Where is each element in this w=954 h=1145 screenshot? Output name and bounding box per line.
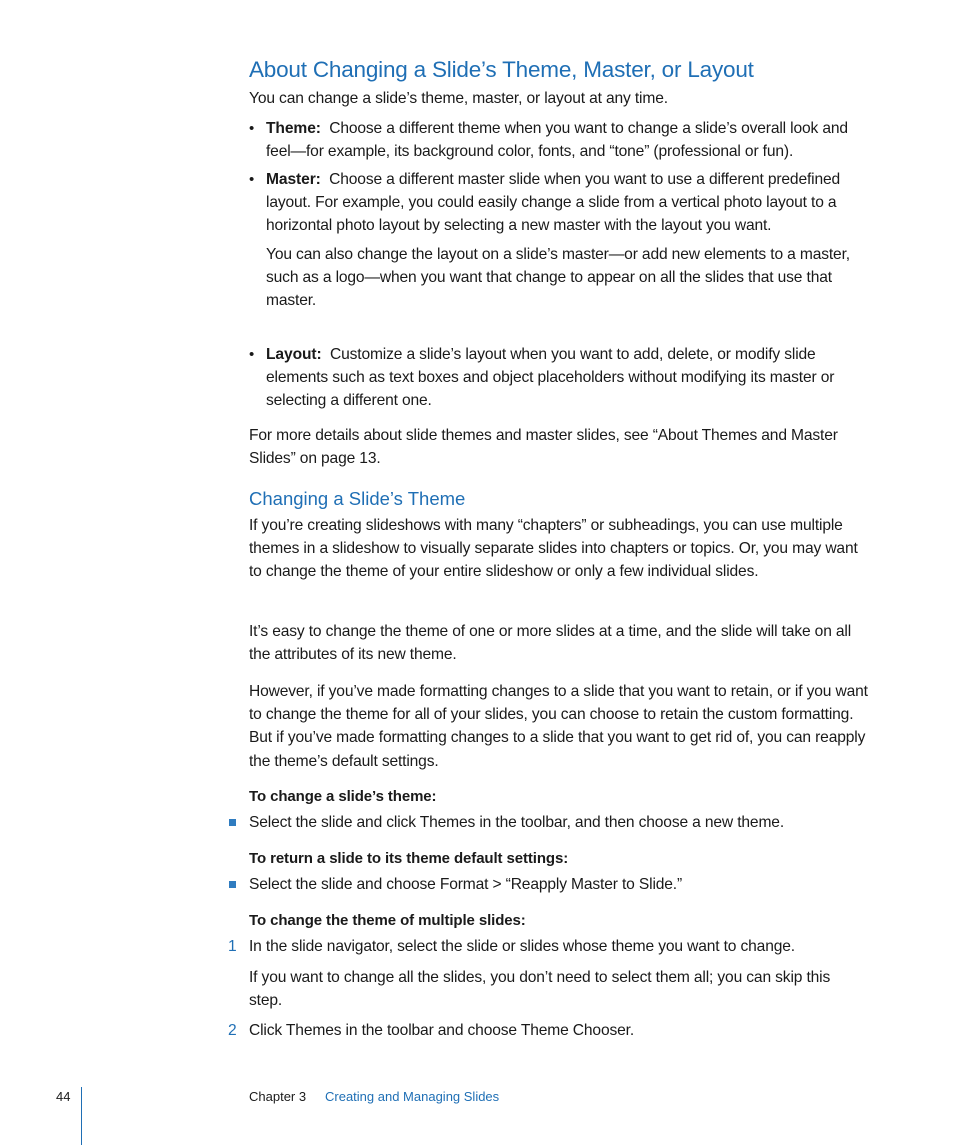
step-number: 1 (228, 938, 237, 955)
paragraph-2: It’s easy to change the theme of one or more slides at a time, and the slide will take on all the attributes of its new theme. (249, 623, 852, 664)
bullet-master (249, 168, 876, 312)
square-bullet-icon (229, 819, 236, 826)
step-note: If you want to change all the slides, you don’t need to select them all; you can skip this step. (249, 969, 831, 1010)
bullet-description: Customize a slide’s layout when you want to add, delete, or modify slide elements such as text boxes and object placeholders without modifying its master or selecting a different one. (266, 346, 835, 410)
square-bullet-icon (229, 881, 236, 888)
subsection-heading: Changing a Slide’s Theme (249, 488, 466, 509)
footer-rule (81, 1087, 82, 1145)
task-step-text: Select the slide and click Themes in the toolbar, and then choose a new theme. (249, 814, 784, 831)
task-heading: To change the theme of multiple slides: (249, 912, 526, 929)
bullet-term: Layout: (266, 346, 322, 363)
bullet-term: Theme: (266, 120, 321, 137)
task-step (249, 873, 874, 896)
bullet-term: Master: (266, 171, 321, 188)
task-heading: To change a slide’s theme: (249, 788, 437, 805)
chapter-title: Creating and Managing Slides (325, 1089, 500, 1104)
bullet-theme (249, 117, 876, 163)
bullet-description: Choose a different master slide when you want to use a different predefined layout. For example, you could easily change a slide from a vertical photo layout to a horizontal photo layout by selecting a new master with the layout you want. (266, 171, 841, 235)
more-details-paragraph: For more details about slide themes and master slides, see “About Themes and Master Slides” on page 13. (249, 427, 838, 468)
bullet-master-extra: You can also change the layout on a slide’s master—or add new elements to a master, such as a logo—when you want that change to appear on all the slides that use that master. (266, 245, 850, 310)
paragraph-1: If you’re creating slideshows with many “chapters” or subheadings, you can use multiple themes in a slideshow to visually separate slides into chapters or topics. Or, you may want to change the theme of your entire slideshow or only a few individual slides. (249, 517, 858, 581)
task-step (249, 811, 874, 834)
chapter-label: Chapter 3 (249, 1089, 307, 1104)
numbered-step-1 (228, 935, 874, 1013)
bullet-dot: • (249, 346, 255, 363)
intro-paragraph: You can change a slide’s theme, master, or layout at any time. (249, 90, 668, 107)
step-text: In the slide navigator, select the slide or slides whose theme you want to change. (249, 938, 795, 955)
step-number: 2 (228, 1022, 237, 1039)
task-heading: To return a slide to its theme default settings: (249, 850, 569, 867)
numbered-step-2 (228, 1019, 874, 1042)
bullet-layout-text (266, 343, 876, 413)
bullet-dot: • (249, 171, 255, 188)
task-step-text: Select the slide and choose Format > “Reapply Master to Slide.” (249, 876, 683, 893)
section-heading: About Changing a Slide’s Theme, Master, or Layout (249, 57, 754, 82)
bullet-dot: • (249, 120, 255, 137)
bullet-theme-text (266, 117, 876, 163)
paragraph-3: However, if you’ve made formatting changes to a slide that you want to retain, or if you want to change the theme for all of your slides, you can choose to retain the custom formatting. But if you’ve made formatting changes to a slide that you want to get rid of, you can reapply the theme’s default settings. (249, 683, 868, 770)
page-number: 44 (56, 1089, 71, 1104)
step-text: Click Themes in the toolbar and choose Theme Chooser. (249, 1022, 635, 1039)
bullet-layout (249, 343, 876, 413)
bullet-description: Choose a different theme when you want to change a slide’s overall look and feel—for example, its background color, fonts, and “tone” (professional or fun). (266, 120, 848, 161)
bullet-master-text (266, 168, 876, 238)
